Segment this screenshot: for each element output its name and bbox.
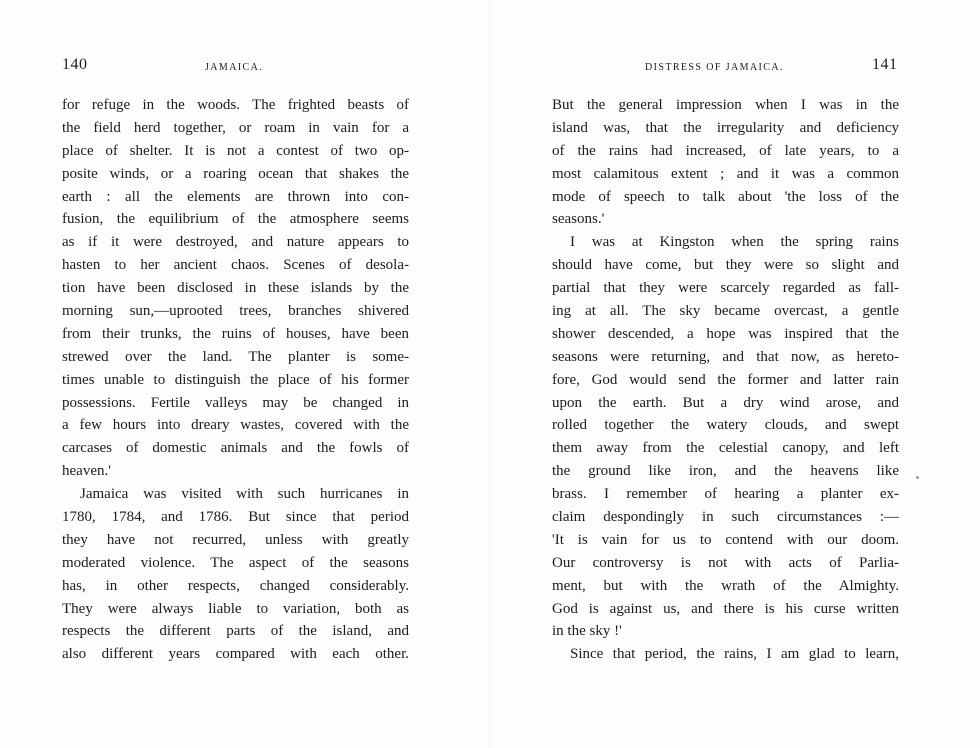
text-line: upon the earth. But a dry wind arose, and	[552, 394, 899, 411]
text-line: Since that period, the rains, I am glad to learn,	[570, 646, 899, 663]
text-line: fusion, the equilibrium of the atmosphere seems	[62, 211, 409, 228]
text-line: moderated violence. The aspect of the seasons	[62, 554, 409, 571]
text-line: rolled together the watery clouds, and swept	[552, 417, 899, 434]
text-line: seasons.'	[552, 211, 605, 228]
body-text	[62, 94, 409, 666]
text-line: But the general impression when I was in the	[552, 97, 899, 113]
text-line: fore, God would send the former and latter rain	[552, 371, 899, 388]
text-line: has, in other respects, changed considerably.	[62, 577, 409, 594]
text-line: Jamaica was visited with such hurricanes in	[80, 486, 409, 503]
text-line: most calamitous extent ; and it was a common	[552, 165, 899, 182]
text-line: strewed over the land. The planter is some-	[62, 348, 409, 365]
text-line: place of shelter. It is not a contest of two op-	[62, 142, 409, 159]
text-line: earth : all the elements are thrown into con-	[62, 188, 409, 205]
text-line: tion have been disclosed in these islands by the	[62, 280, 409, 297]
text-line: 'It is vain for us to contend with our doom.	[552, 531, 899, 548]
text-line: the ground like iron, and the heavens like	[552, 463, 899, 480]
text-line: from their trunks, the ruins of houses, have been	[62, 325, 409, 342]
text-line: seasons were returning, and that now, as hereto-	[552, 348, 899, 365]
running-head: DISTRESS OF JAMAICA.	[645, 62, 784, 73]
text-line: they have not recurred, unless with greatly	[62, 531, 409, 548]
right-page	[490, 0, 980, 748]
text-line: 1780, 1784, and 1786. But since that period	[62, 509, 409, 526]
text-line: partial that they were scarcely regarded as fall-	[552, 280, 899, 297]
text-line: also different years compared with each other.	[62, 646, 409, 663]
text-line: morning sun,—uprooted trees, branches shivered	[62, 303, 409, 320]
text-line: shower descended, a hope was inspired that the	[552, 325, 899, 342]
text-line: possessions. Fertile valleys may be changed in	[62, 394, 409, 411]
text-line: for refuge in the woods. The frighted beasts of	[62, 97, 409, 113]
text-line: in the sky !'	[552, 623, 622, 640]
text-line: them away from the celestial canopy, and left	[552, 440, 899, 457]
text-line: Our controversy is not with acts of Parlia-	[552, 554, 899, 571]
text-line: island was, that the irregularity and deficiency	[552, 119, 899, 136]
running-head: JAMAICA.	[205, 62, 264, 73]
text-line: posite winds, or a roaring ocean that shakes the	[62, 165, 409, 182]
text-line: of the rains had increased, of late years, to a	[552, 142, 899, 159]
text-line: times unable to distinguish the place of his former	[62, 371, 409, 388]
text-line: heaven.'	[62, 463, 111, 480]
text-line: They were always liable to variation, both as	[62, 600, 409, 617]
page-number: 141	[872, 56, 898, 73]
text-line: as if it were destroyed, and nature appears to	[62, 234, 409, 251]
text-line: a few hours into dreary wastes, covered with the	[62, 417, 409, 434]
text-line: claim despondingly in such circumstances :—	[552, 509, 899, 526]
page-number: 140	[62, 56, 88, 73]
text-line: mode of speech to talk about 'the loss of the	[552, 188, 899, 205]
text-line: hasten to her ancient chaos. Scenes of desola-	[62, 257, 409, 274]
text-line: should have come, but they were so slight and	[552, 257, 899, 274]
text-line: carcases of domestic animals and the fowls of	[62, 440, 409, 457]
text-line: the field herd together, or roam in vain for a	[62, 119, 409, 136]
text-line: brass. I remember of hearing a planter ex-	[552, 486, 899, 503]
body-text	[552, 94, 899, 666]
text-line: ing at all. The sky became overcast, a gentle	[552, 303, 899, 320]
ink-speck	[916, 476, 919, 479]
text-line: God is against us, and there is his curse written	[552, 600, 899, 617]
text-line: respects the different parts of the island, and	[62, 623, 409, 640]
text-line: ment, but with the wrath of the Almighty.	[552, 577, 899, 594]
text-line: I was at Kingston when the spring rains	[570, 234, 899, 251]
